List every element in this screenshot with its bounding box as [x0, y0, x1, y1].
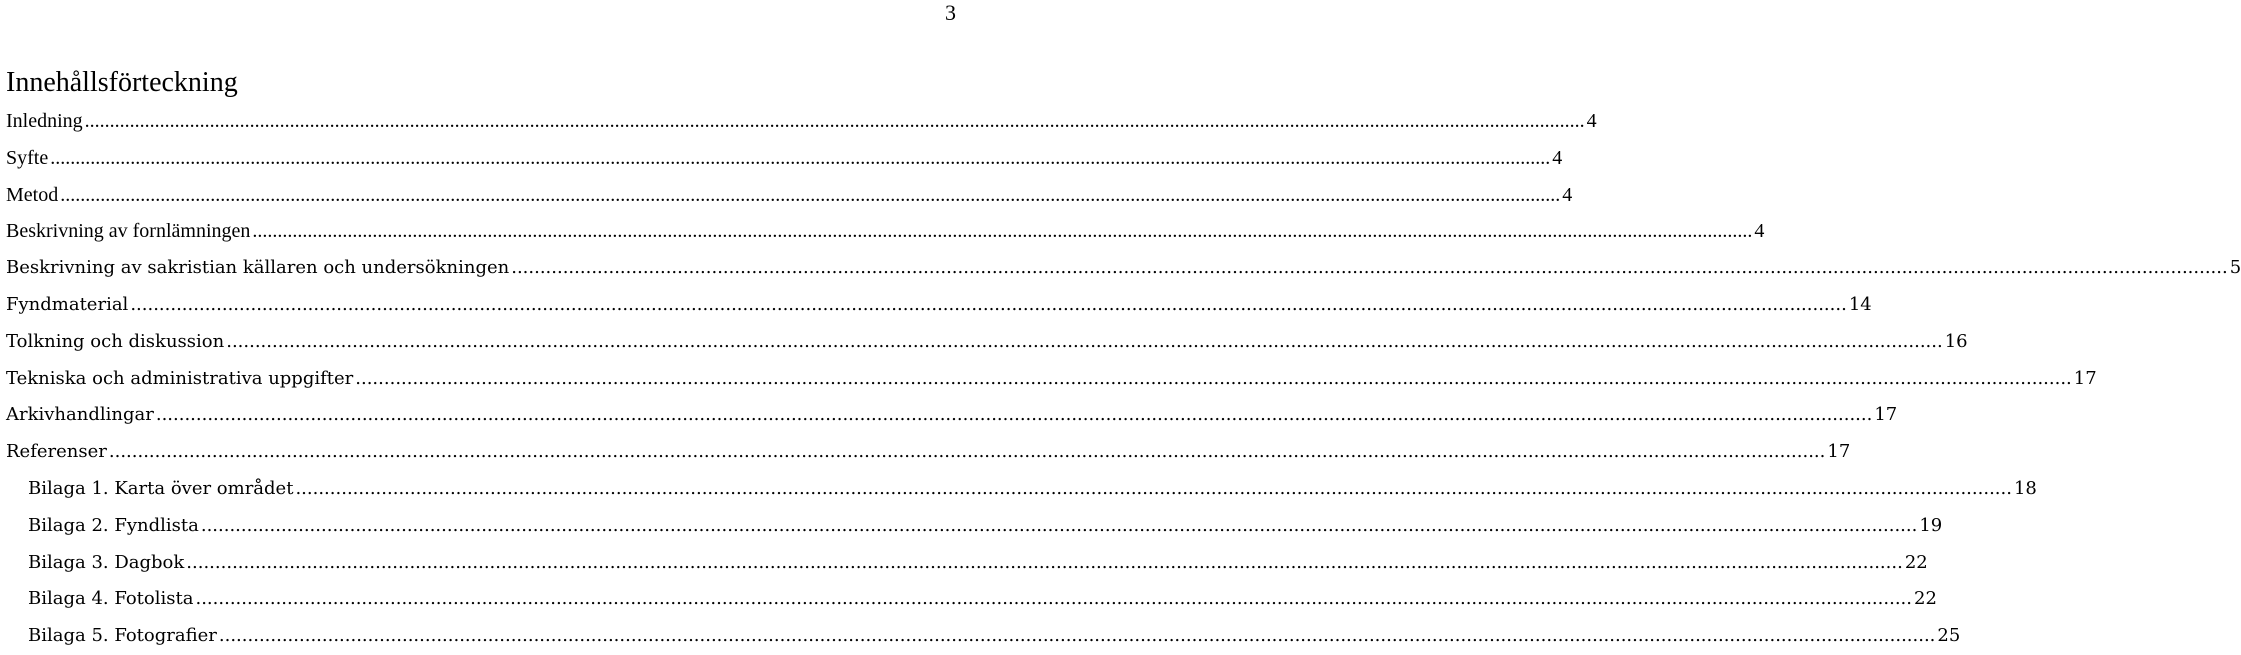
toc-entry-label: Arkivhandlingar — [6, 404, 154, 426]
toc-entry[interactable] — [6, 287, 1872, 324]
toc-entry-label: Bilaga 1. Karta över området — [28, 477, 294, 499]
toc-entry[interactable] — [6, 324, 1968, 361]
toc-entries — [6, 103, 2241, 655]
toc-entry[interactable] — [6, 361, 2097, 398]
toc-entry-label: Beskrivning av sakristian källaren och undersökningen — [6, 257, 510, 279]
toc-entry-page: 17 — [1874, 404, 1898, 426]
toc-entry[interactable] — [6, 434, 1851, 471]
toc-title: Innehållsförteckning — [6, 67, 238, 98]
toc-entry-page: 22 — [1914, 588, 1937, 610]
dot-leader — [226, 324, 1943, 361]
toc-entry-page: 5 — [2229, 257, 2241, 279]
toc-entry[interactable] — [6, 508, 1943, 545]
page-number: 3 — [945, 0, 956, 25]
toc-entry[interactable] — [6, 581, 1937, 618]
dot-leader — [50, 140, 1550, 177]
toc-entry[interactable] — [6, 177, 1573, 214]
toc-entry-label: Metod — [6, 183, 59, 206]
dot-leader — [130, 287, 1847, 324]
toc-entry-page: 17 — [2073, 367, 2097, 389]
toc-entry-label: Syfte — [6, 146, 49, 169]
toc-entry-label: Bilaga 2. Fyndlista — [28, 514, 199, 536]
toc-entry[interactable] — [6, 545, 1928, 582]
toc-entry-page: 16 — [1944, 330, 1968, 352]
dot-leader — [60, 177, 1560, 214]
dot-leader — [186, 545, 1903, 582]
toc-entry-label: Bilaga 4. Fotolista — [28, 588, 194, 610]
toc-entry-page: 14 — [1848, 293, 1872, 315]
toc-entry-label: Tekniska och administrativa uppgifter — [6, 367, 354, 389]
toc-entry-label: Tolkning och diskussion — [6, 330, 225, 352]
toc-entry-page: 18 — [2013, 477, 2037, 499]
toc-entry-label: Fyndmaterial — [6, 293, 129, 315]
toc-entry-label: Inledning — [6, 110, 83, 132]
toc-entry[interactable] — [6, 140, 1563, 177]
dot-leader — [219, 618, 1936, 655]
toc-entry-page: 4 — [1754, 220, 1765, 243]
toc-entry[interactable] — [6, 471, 2037, 508]
toc-entry-label: Bilaga 5. Fotografier — [28, 625, 217, 647]
dot-leader — [109, 434, 1826, 471]
dot-leader — [201, 508, 1918, 545]
toc-entry-label: Beskrivning av fornlämningen — [6, 220, 251, 243]
dot-leader — [355, 361, 2072, 398]
toc-entry-page: 4 — [1586, 110, 1597, 132]
toc-entry[interactable] — [6, 397, 1898, 434]
toc-entry-page: 4 — [1562, 183, 1573, 206]
toc-entry-page: 17 — [1827, 441, 1851, 463]
toc-entry[interactable] — [6, 213, 1765, 250]
toc-entry-page: 4 — [1552, 146, 1563, 169]
toc-entry[interactable] — [6, 103, 1597, 140]
dot-leader — [252, 213, 1752, 250]
dot-leader — [195, 581, 1912, 618]
dot-leader — [85, 103, 1585, 140]
toc-entry[interactable] — [6, 618, 1961, 655]
toc-entry-page: 22 — [1904, 551, 1928, 573]
dot-leader — [511, 250, 2228, 287]
toc-entry-page: 25 — [1937, 625, 1961, 647]
dot-leader — [156, 397, 1873, 434]
toc-entry-label: Bilaga 3. Dagbok — [28, 551, 185, 573]
dot-leader — [295, 471, 2012, 508]
table-of-contents — [6, 66, 2241, 655]
toc-entry-page: 19 — [1919, 514, 1943, 536]
toc-entry[interactable] — [6, 250, 2241, 287]
toc-entry-label: Referenser — [6, 441, 107, 463]
